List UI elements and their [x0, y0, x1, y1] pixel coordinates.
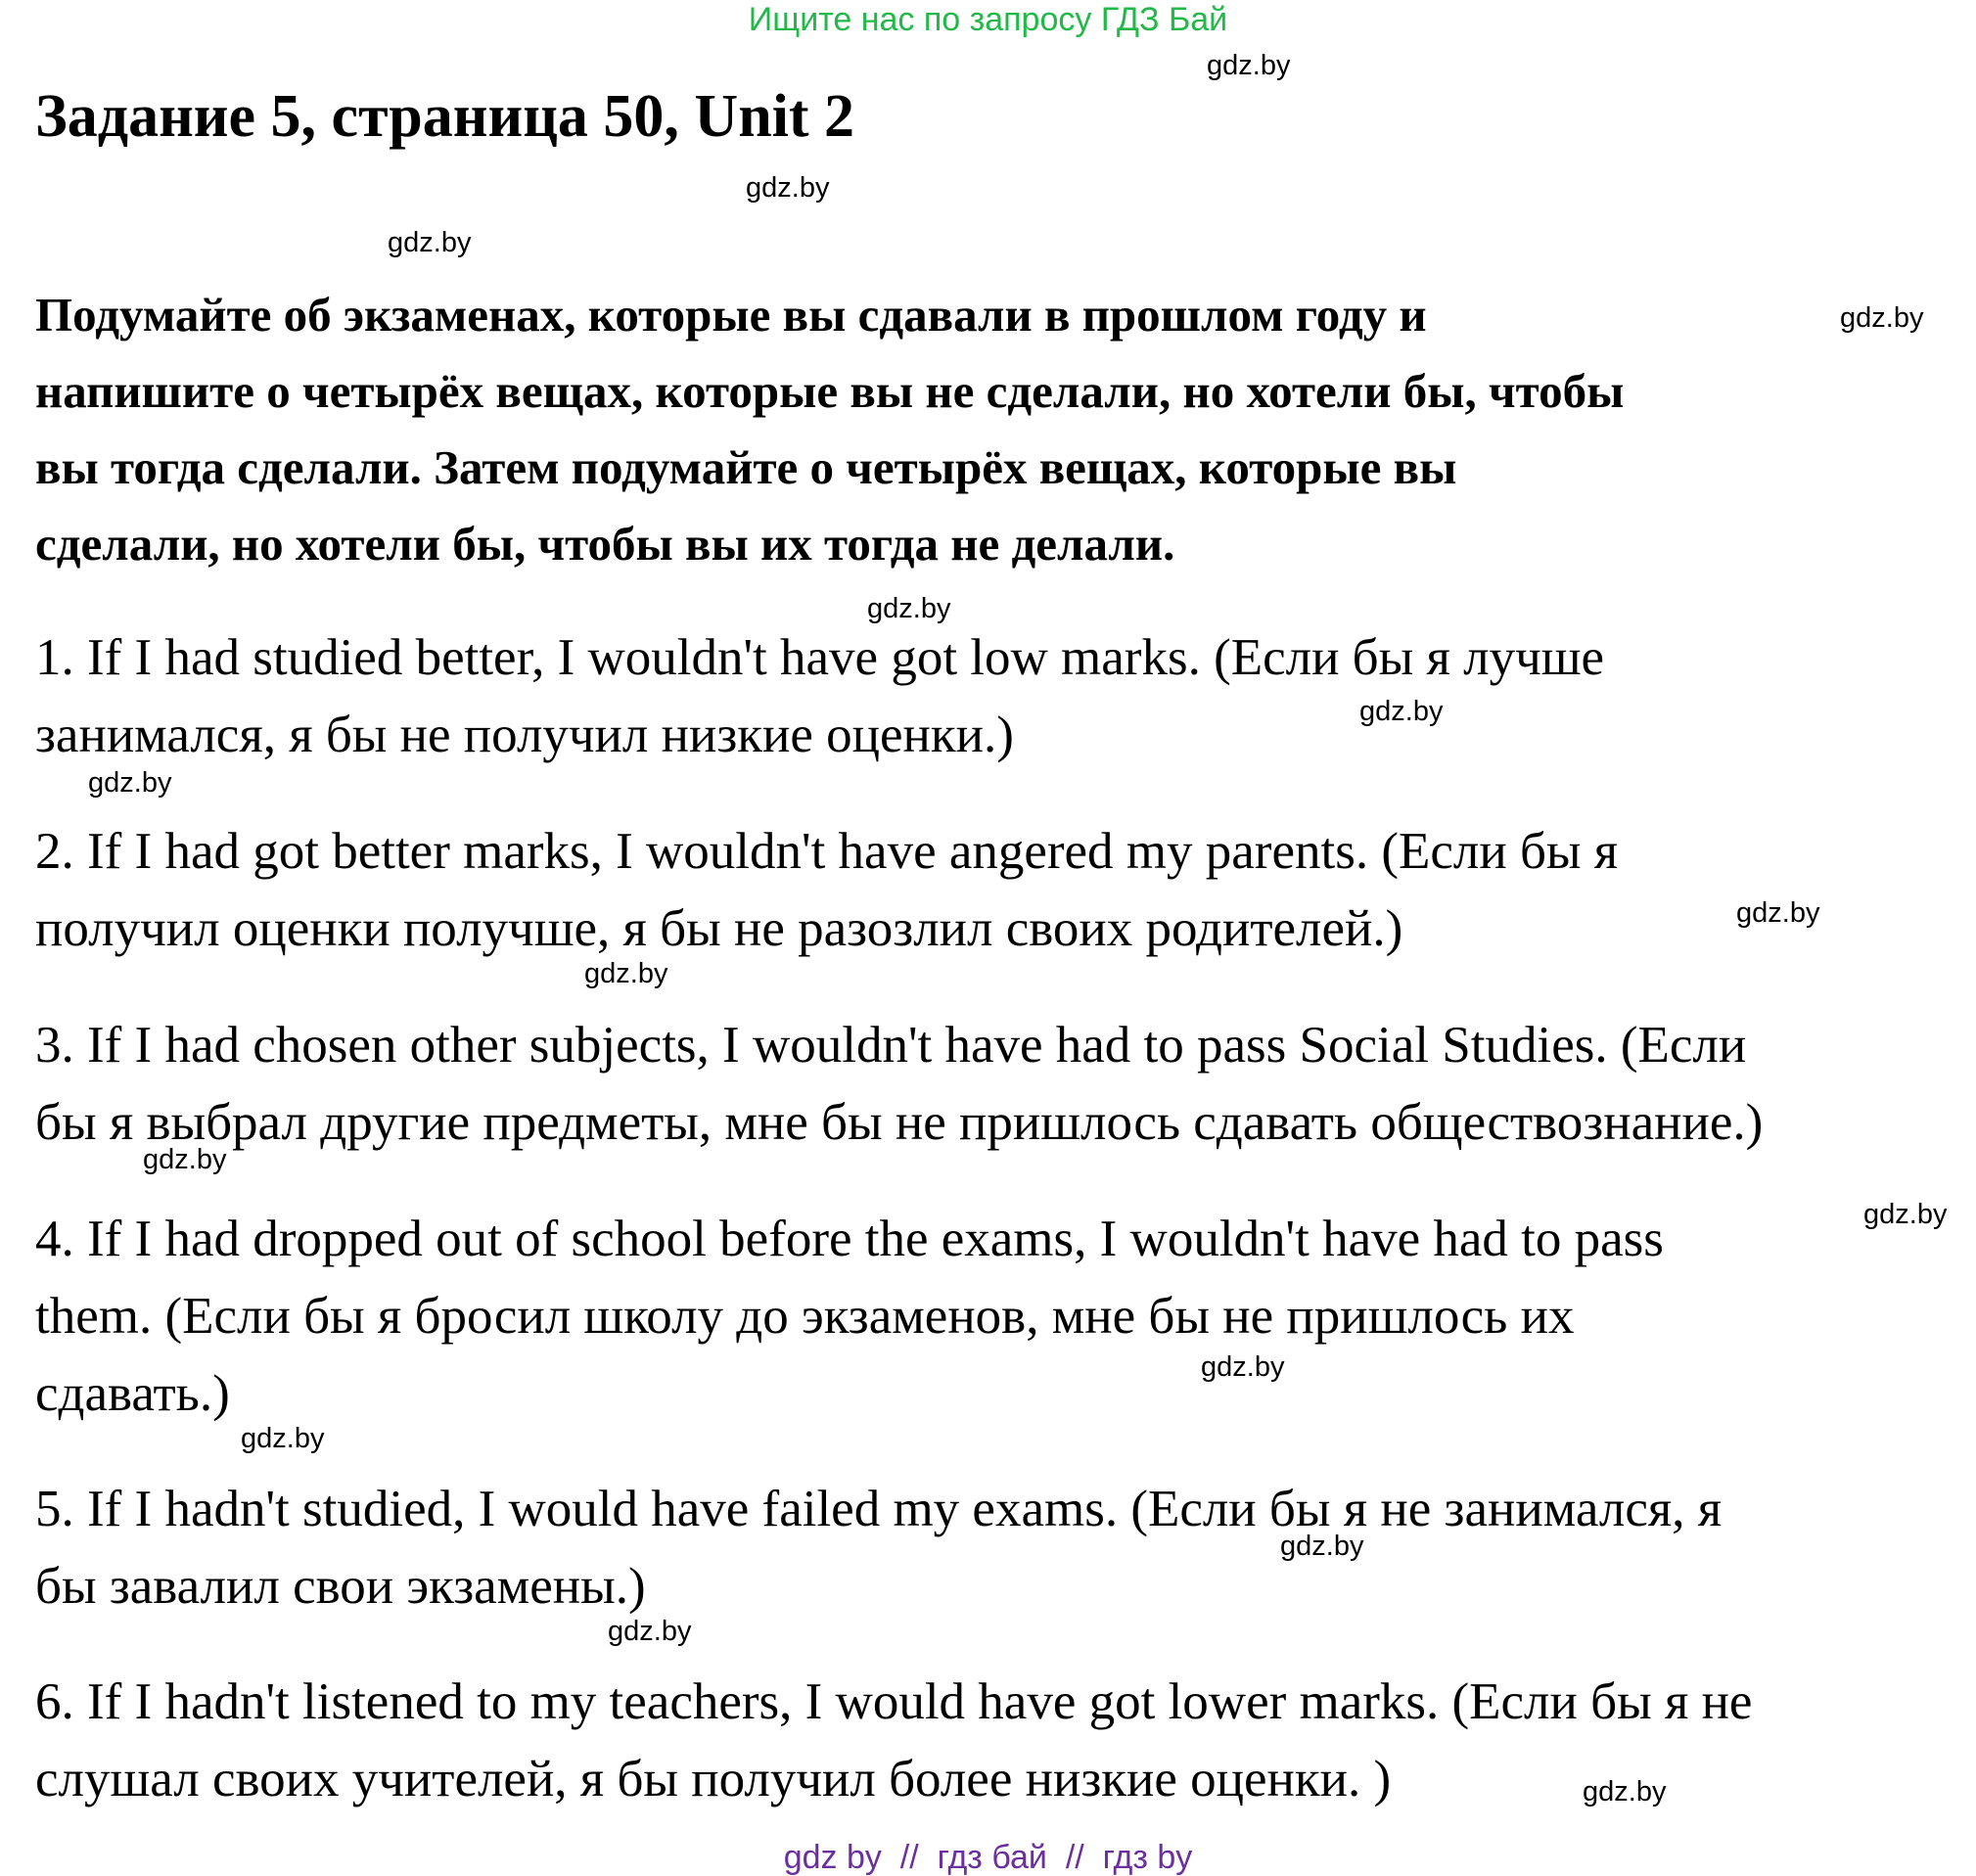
watermark: gdz.by [1840, 302, 1924, 334]
answer-item-6 [35, 1664, 1752, 1818]
answer-item-3 [35, 1007, 1763, 1162]
answer-item-2 [35, 813, 1618, 968]
answer-line: сдавать.) [35, 1365, 230, 1422]
instruction-line: напишите о четырёх вещах, которые вы не сделали, но хотели бы, чтобы [35, 364, 1625, 418]
answer-line: 4. If I had dropped out of school before the exams, I wouldn't have had to pass [35, 1211, 1664, 1267]
answer-item-4 [35, 1201, 1664, 1433]
watermark: gdz.by [1280, 1531, 1364, 1562]
answer-line: 5. If I hadn't studied, I would have failed my exams. (Если бы я не занимался, я [35, 1481, 1723, 1537]
watermark: gdz.by [388, 227, 472, 258]
watermark: gdz.by [143, 1144, 227, 1175]
watermark: gdz.by [1201, 1351, 1285, 1383]
watermark: gdz.by [241, 1423, 325, 1454]
answer-line: бы завалил свои экзамены.) [35, 1558, 646, 1615]
answer-line: слушал своих учителей, я бы получил более низкие оценки. ) [35, 1751, 1392, 1807]
watermark: gdz.by [88, 767, 172, 799]
answer-line: 6. If I hadn't listened to my teachers, I would have got lower marks. (Если бы я не [35, 1673, 1753, 1730]
watermark: gdz.by [608, 1616, 692, 1647]
watermark: gdz.by [1863, 1199, 1948, 1230]
instruction-line: сделали, но хотели бы, чтобы вы их тогда не делали. [35, 517, 1175, 571]
task-instructions [35, 277, 1976, 582]
watermark: gdz.by [1359, 696, 1444, 727]
site-footer: gdz by // гдз бай // гдз by [783, 1839, 1193, 1876]
instruction-line: вы тогда сделали. Затем подумайте о четырёх вещах, которые вы [35, 440, 1457, 494]
watermark: gdz.by [867, 593, 951, 624]
watermark: gdz.by [1207, 50, 1291, 81]
answer-line: 2. If I had got better marks, I wouldn't have angered my parents. (Если бы я [35, 823, 1619, 880]
answer-line: 1. If I had studied better, I wouldn't have got low marks. (Если бы я лучше [35, 629, 1605, 686]
answer-item-5 [35, 1471, 1722, 1625]
answer-line: получил оценки получше, я бы не разозлил своих родителей.) [35, 900, 1403, 957]
watermark: gdz.by [1583, 1776, 1667, 1807]
watermark: gdz.by [746, 172, 830, 204]
instruction-line: Подумайте об экзаменах, которые вы сдавали в прошлом году и [35, 288, 1427, 342]
page-title: Задание 5, страница 50, Unit 2 [35, 83, 855, 150]
search-hint-banner: Ищите нас по запросу ГДЗ Бай [748, 1, 1228, 38]
answer-line: бы я выбрал другие предметы, мне бы не пришлось сдавать обществознание.) [35, 1094, 1764, 1151]
answer-line: 3. If I had chosen other subjects, I wouldn't have had to pass Social Studies. (Если [35, 1017, 1747, 1074]
watermark: gdz.by [584, 958, 668, 989]
answer-line: занимался, я бы не получил низкие оценки.) [35, 707, 1014, 763]
answer-line: them. (Если бы я бросил школу до экзаменов, мне бы не пришлось их [35, 1288, 1575, 1345]
watermark: gdz.by [1736, 897, 1820, 929]
